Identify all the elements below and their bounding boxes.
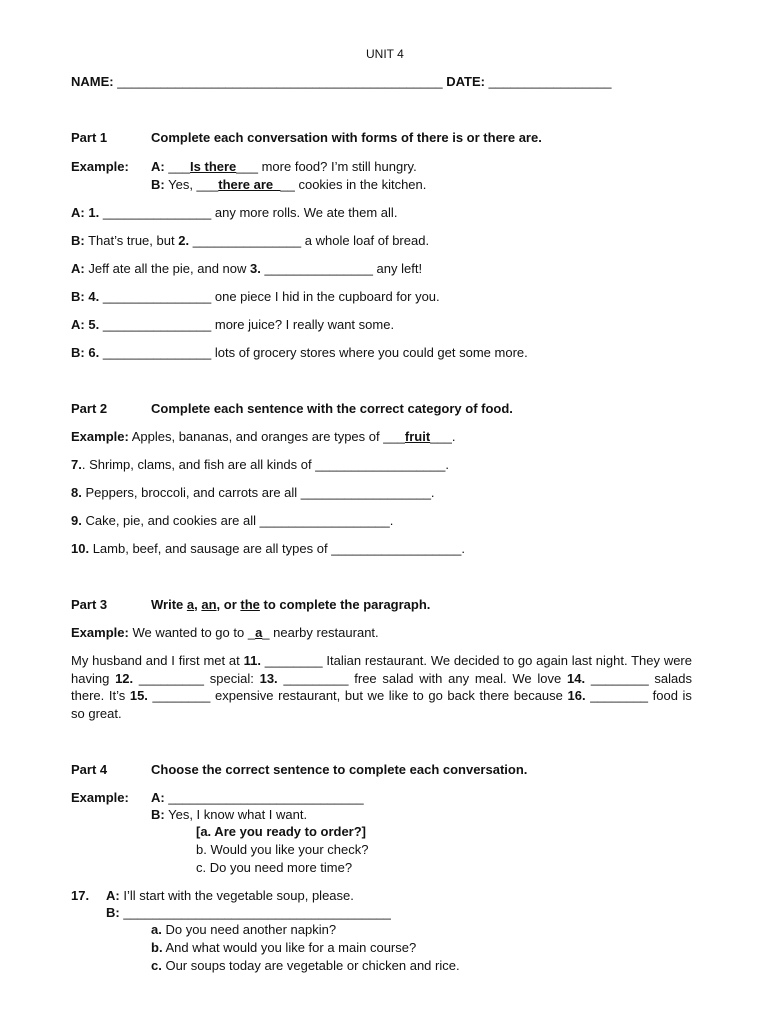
- question-number: 16.: [567, 688, 586, 703]
- example-answer: fruit: [404, 429, 431, 444]
- date-label: DATE:: [446, 74, 485, 89]
- question-5: [71, 316, 394, 333]
- part3-paragraph: My husband and I first met at 11. ________ Italian restaurant. We decided to go again last night. They were having 12. _________ special: 13. _________ free salad with any meal. We love 14. ________ salads there. It’s 15. ________ expensive restaurant, but we like to go back there because 16. ________ food is so great.: [71, 653, 693, 721]
- question-number: 3.: [250, 261, 261, 276]
- question-text[interactable]: _______________ lots of grocery stores where you could get some more.: [102, 345, 528, 360]
- sentence: Yes, I know what I want.: [168, 807, 308, 822]
- speaker-label: B:: [106, 905, 120, 920]
- name-label: NAME:: [71, 74, 114, 89]
- question-number: 14.: [567, 670, 586, 686]
- question-text[interactable]: Cake, pie, and cookies are all __________________.: [85, 513, 394, 528]
- sentence-rest: __ cookies in the kitchen.: [280, 177, 427, 192]
- part3-example: [71, 624, 379, 641]
- example-label: Example:: [71, 429, 129, 444]
- question-number: 13.: [259, 670, 278, 686]
- option-a: a: [186, 597, 195, 612]
- option-letter: b.: [151, 940, 163, 955]
- question-number: 6.: [88, 345, 100, 360]
- speaker-label: B:: [71, 289, 85, 304]
- question-10: [71, 540, 465, 557]
- question-8: [71, 484, 435, 501]
- question-17-a: [106, 887, 354, 904]
- name-date-row: [71, 73, 612, 90]
- question-text[interactable]: _______________ any more rolls. We ate them all.: [102, 205, 398, 220]
- sentence-start: We wanted to go to _: [132, 625, 256, 640]
- question-text[interactable]: Peppers, broccoli, and carrots are all __________________.: [85, 485, 435, 500]
- question-number: 9.: [71, 513, 82, 528]
- question-number: 12.: [115, 670, 134, 686]
- question-1: [71, 204, 397, 221]
- example-answer: Is there: [190, 159, 237, 174]
- blank: ___: [168, 159, 191, 174]
- part3-label: Part 3: [71, 597, 108, 612]
- question-6: [71, 344, 528, 361]
- question-2: [71, 232, 429, 249]
- question-number: 2.: [178, 233, 190, 248]
- option-text: Our soups today are vegetable or chicken and rice.: [165, 958, 460, 973]
- part1-example-label: Example:: [71, 159, 129, 174]
- option-text: Do you need another napkin?: [165, 922, 337, 937]
- question-17-b: [106, 904, 391, 921]
- sentence-rest: ___ more food? I’m still hungry.: [236, 159, 417, 174]
- question-number: 15.: [129, 688, 148, 703]
- speaker-label: A:: [151, 159, 165, 174]
- speaker-label: A:: [71, 205, 85, 220]
- name-field[interactable]: _____________________________________________: [117, 74, 443, 89]
- sentence-start: Apples, bananas, and oranges are types of ___: [131, 429, 405, 444]
- question-text[interactable]: . Shrimp, clams, and fish are all kinds of __________________.: [81, 457, 449, 472]
- part4-example-b: [151, 806, 307, 823]
- part4-example-a: [151, 789, 364, 806]
- question-text[interactable]: _______________ any left!: [264, 261, 423, 276]
- answer-line[interactable]: _____________________________________: [123, 905, 391, 920]
- question-9: [71, 512, 393, 529]
- speaker-label: B:: [71, 345, 85, 360]
- speaker-label: A:: [71, 261, 85, 276]
- example-option-b: b. Would you like your check?: [196, 842, 369, 857]
- option-letter: a.: [151, 922, 162, 937]
- question-number: 4.: [88, 289, 100, 304]
- part4-label: Part 4: [71, 762, 108, 777]
- part4-example-label: Example:: [71, 790, 129, 805]
- example-answer: a: [255, 625, 263, 640]
- unit-title: UNIT 4: [366, 47, 404, 61]
- question-7: [71, 456, 449, 473]
- part3-instruction: Write a, an, or the to complete the paragraph.: [151, 597, 431, 612]
- speaker-label: B:: [151, 177, 165, 192]
- speaker-label: A:: [106, 888, 120, 903]
- option-text: And what would you like for a main course?: [165, 940, 417, 955]
- sentence-rest: _ nearby restaurant.: [262, 625, 379, 640]
- part1-example-a: [151, 158, 417, 175]
- example-option-a: [a. Are you ready to order?]: [196, 824, 366, 839]
- question-text[interactable]: Lamb, beef, and sausage are all types of __________________.: [92, 541, 465, 556]
- date-field[interactable]: _________________: [488, 74, 612, 89]
- option-letter: c.: [151, 958, 162, 973]
- sentence: I’ll start with the vegetable soup, please.: [123, 888, 354, 903]
- question-17-option-c[interactable]: [151, 957, 460, 974]
- part2-example: [71, 428, 456, 445]
- question-lead: That’s true, but: [88, 233, 175, 248]
- question-number: 5.: [88, 317, 100, 332]
- sentence-rest: ___.: [430, 429, 456, 444]
- part1-instruction: Complete each conversation with forms of there is or there are.: [151, 130, 542, 145]
- speaker-label: A:: [71, 317, 85, 332]
- question-number: 8.: [71, 485, 82, 500]
- example-answer: there are_: [218, 177, 281, 192]
- sentence-start: Yes, ___: [168, 177, 219, 192]
- question-17-number: 17.: [71, 888, 90, 903]
- question-17-option-a[interactable]: [151, 921, 336, 938]
- question-text[interactable]: _______________ one piece I hid in the cupboard for you.: [102, 289, 440, 304]
- answer-line[interactable]: ___________________________: [168, 790, 364, 805]
- question-4: [71, 288, 440, 305]
- example-label: Example:: [71, 625, 129, 640]
- question-number: 10.: [71, 541, 90, 556]
- part2-instruction: Complete each sentence with the correct category of food.: [151, 401, 513, 416]
- question-number: 11.: [243, 653, 261, 668]
- part1-label: Part 1: [71, 130, 108, 145]
- part2-label: Part 2: [71, 401, 108, 416]
- question-3: [71, 260, 422, 277]
- question-lead: Jeff ate all the pie, and now: [88, 261, 247, 276]
- question-text[interactable]: _______________ more juice? I really want some.: [102, 317, 395, 332]
- question-number: 1.: [88, 205, 100, 220]
- question-number: 7.: [71, 457, 82, 472]
- speaker-label: B:: [71, 233, 85, 248]
- part1-example-b: [151, 176, 426, 193]
- question-text[interactable]: _______________ a whole loaf of bread.: [192, 233, 430, 248]
- question-17-option-b[interactable]: [151, 939, 416, 956]
- speaker-label: A:: [151, 790, 165, 805]
- option-an: an: [201, 597, 217, 612]
- part4-instruction: Choose the correct sentence to complete each conversation.: [151, 762, 528, 777]
- option-the: the: [240, 597, 260, 612]
- example-option-c: c. Do you need more time?: [196, 860, 353, 875]
- speaker-label: B:: [151, 807, 165, 822]
